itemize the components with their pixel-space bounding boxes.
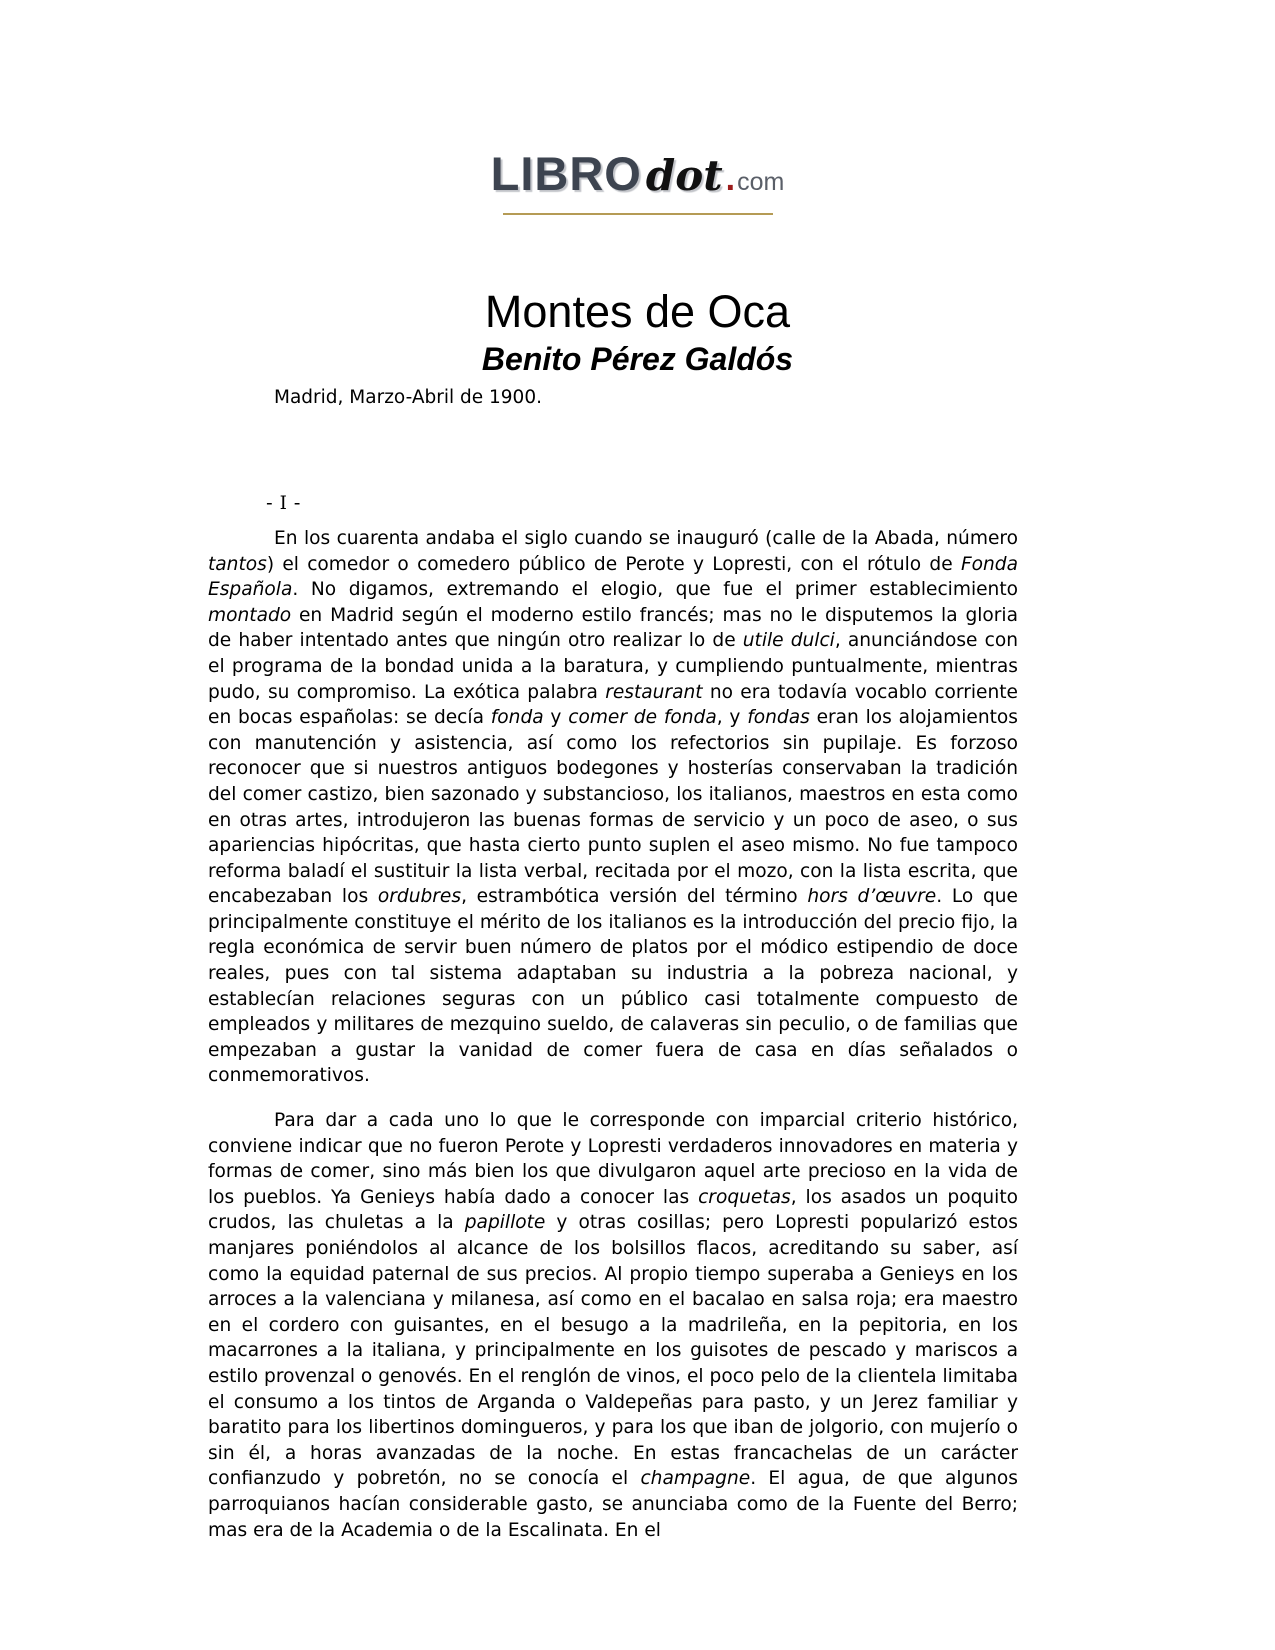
italic-term: fonda <box>490 707 544 729</box>
italic-term: hors d’œuvre <box>807 886 937 908</box>
italic-term: montado <box>208 604 292 626</box>
body-paragraph <box>208 1108 1018 1543</box>
text-run: y otras cosillas; pero Lopresti popularizó estos manjares poniéndolos al alcance de los bolsillos flacos, acreditando su saber, así como la equidad paternal de sus precios. Al propio tiempo superaba a Genieys en los arroces a la valenciana y milanesa, así como en el bacalao en salsa roja; era maestro en el cordero con guisantes, en el besugo a la madrileña, en la pepitoria, en los macarrones a la italiana, y principalmente en los guisotes de pescado y mariscos a estilo provenzal o genovés. En el renglón de vinos, el poco pelo de la clientela limitaba el consumo a los tintos de Arganda o Valdepeñas para pasto, y un Jerez familiar y baratito para los libertinos domingueros, y para los que iban de jolgorio, con mujerío o sin él, a horas avanzadas de la noche. En estas francachelas de un carácter confianzudo y pobretón, no se conocía el <box>208 1212 1018 1490</box>
italic-term: restaurant <box>605 681 703 703</box>
italic-term: Fonda Española <box>208 553 1018 601</box>
text-run: y <box>543 707 569 729</box>
text-run: En los cuarenta andaba el siglo cuando se inauguró (calle de la Abada, número <box>274 527 1018 549</box>
paragraph-list <box>208 526 1018 1543</box>
author-name: Benito Pérez Galdós <box>481 341 794 378</box>
text-run: no era todavía vocablo corriente en bocas españolas: se decía <box>208 681 1018 729</box>
italic-term: tantos <box>208 553 267 575</box>
italic-term: croquetas <box>698 1186 791 1208</box>
section-suffix: - <box>287 492 301 514</box>
text-run: eran los alojamientos con manutención y asistencia, así como los refectorios sin pupilaje. Es forzoso reconocer que si nuestros antiguos bodegones y hosterías conservaban la tradición del comer castizo, bien sazonado y substancioso, los italianos, maestros en esta como en otras artes, introdujeron las buenas formas de servicio y un poco de aseo, o sus apariencias hipócritas, que hasta cierto punto suplen el aseo mismo. No fue tampoco reforma baladí el sustituir la lista verbal, recitada por el mozo, con la lista escrita, que encabezaban los <box>208 707 1018 908</box>
italic-term: comer de fonda <box>568 707 717 729</box>
document-body <box>208 386 1018 1543</box>
text-run: , los asados un poquito crudos, las chuletas a la <box>208 1186 1018 1234</box>
librodot-logo-wordmark <box>490 147 785 200</box>
text-run: en Madrid según el moderno estilo francés; mas no le disputemos la gloria de haber intentado antes que ningún otro realizar lo de <box>208 604 1018 652</box>
text-run: , anunciándose con el programa de la bondad unida a la baratura, y cumpliendo puntualmente, mientras pudo, su compromiso. La exótica palabra <box>208 630 1018 703</box>
section-numeral: I <box>279 492 288 514</box>
text-run: ) el comedor o comedero público de Perote y Lopresti, con el rótulo de <box>266 553 961 575</box>
logo-text-com: com <box>737 168 785 196</box>
publisher-logo <box>0 147 1275 215</box>
italic-term: champagne <box>640 1468 751 1490</box>
section-marker <box>266 493 1018 514</box>
italic-term: fondas <box>747 707 810 729</box>
title-block <box>0 288 1275 378</box>
text-run: , estrambótica versión del término <box>461 886 808 908</box>
text-run: . No digamos, extremando el elogio, que fue el primer establecimiento <box>292 579 1018 601</box>
logo-divider-rule <box>503 213 773 215</box>
logo-red-period-icon: . <box>725 160 736 198</box>
text-run: , y <box>716 707 748 729</box>
logo-text-dot: dot <box>645 151 723 200</box>
text-run: . Lo que principalmente constituye el mérito de los italianos es la introducción del precio fijo, la regla económica de servir buen número de platos por el módico estipendio de doce reales, pues con tal sistema adaptaban su industria a la pobreza nacional, y establecían relaciones seguras con un público casi totalmente compuesto de empleados y militares de mezquino sueldo, de calaveras sin peculio, o de familias que empezaban a gustar la vanidad de comer fuera de casa en días señalados o conmemorativos. <box>208 886 1018 1087</box>
italic-term: papillote <box>464 1212 546 1234</box>
dateline: Madrid, Marzo-Abril de 1900. <box>274 387 542 408</box>
page-title: Montes de Oca <box>484 286 791 337</box>
text-run: Para dar a cada uno lo que le corresponde con imparcial criterio histórico, conviene indicar que no fueron Perote y Lopresti verdaderos innovadores en materia y formas de comer, sino más bien los que divulgaron aquel arte precioso en la vida de los pueblos. Ya Genieys había dado a conocer las <box>208 1110 1018 1208</box>
italic-term: utile dulci <box>742 630 835 652</box>
italic-term: ordubres <box>377 886 462 908</box>
section-prefix: - <box>266 492 280 514</box>
body-paragraph <box>208 526 1018 1089</box>
text-run: . El agua, de que algunos parroquianos hacían considerable gasto, se anunciaba como de la Fuente del Berro; mas era de la Academia o de la Escalinata. En el <box>208 1468 1018 1541</box>
logo-text-libro: LIBRO <box>490 147 642 200</box>
